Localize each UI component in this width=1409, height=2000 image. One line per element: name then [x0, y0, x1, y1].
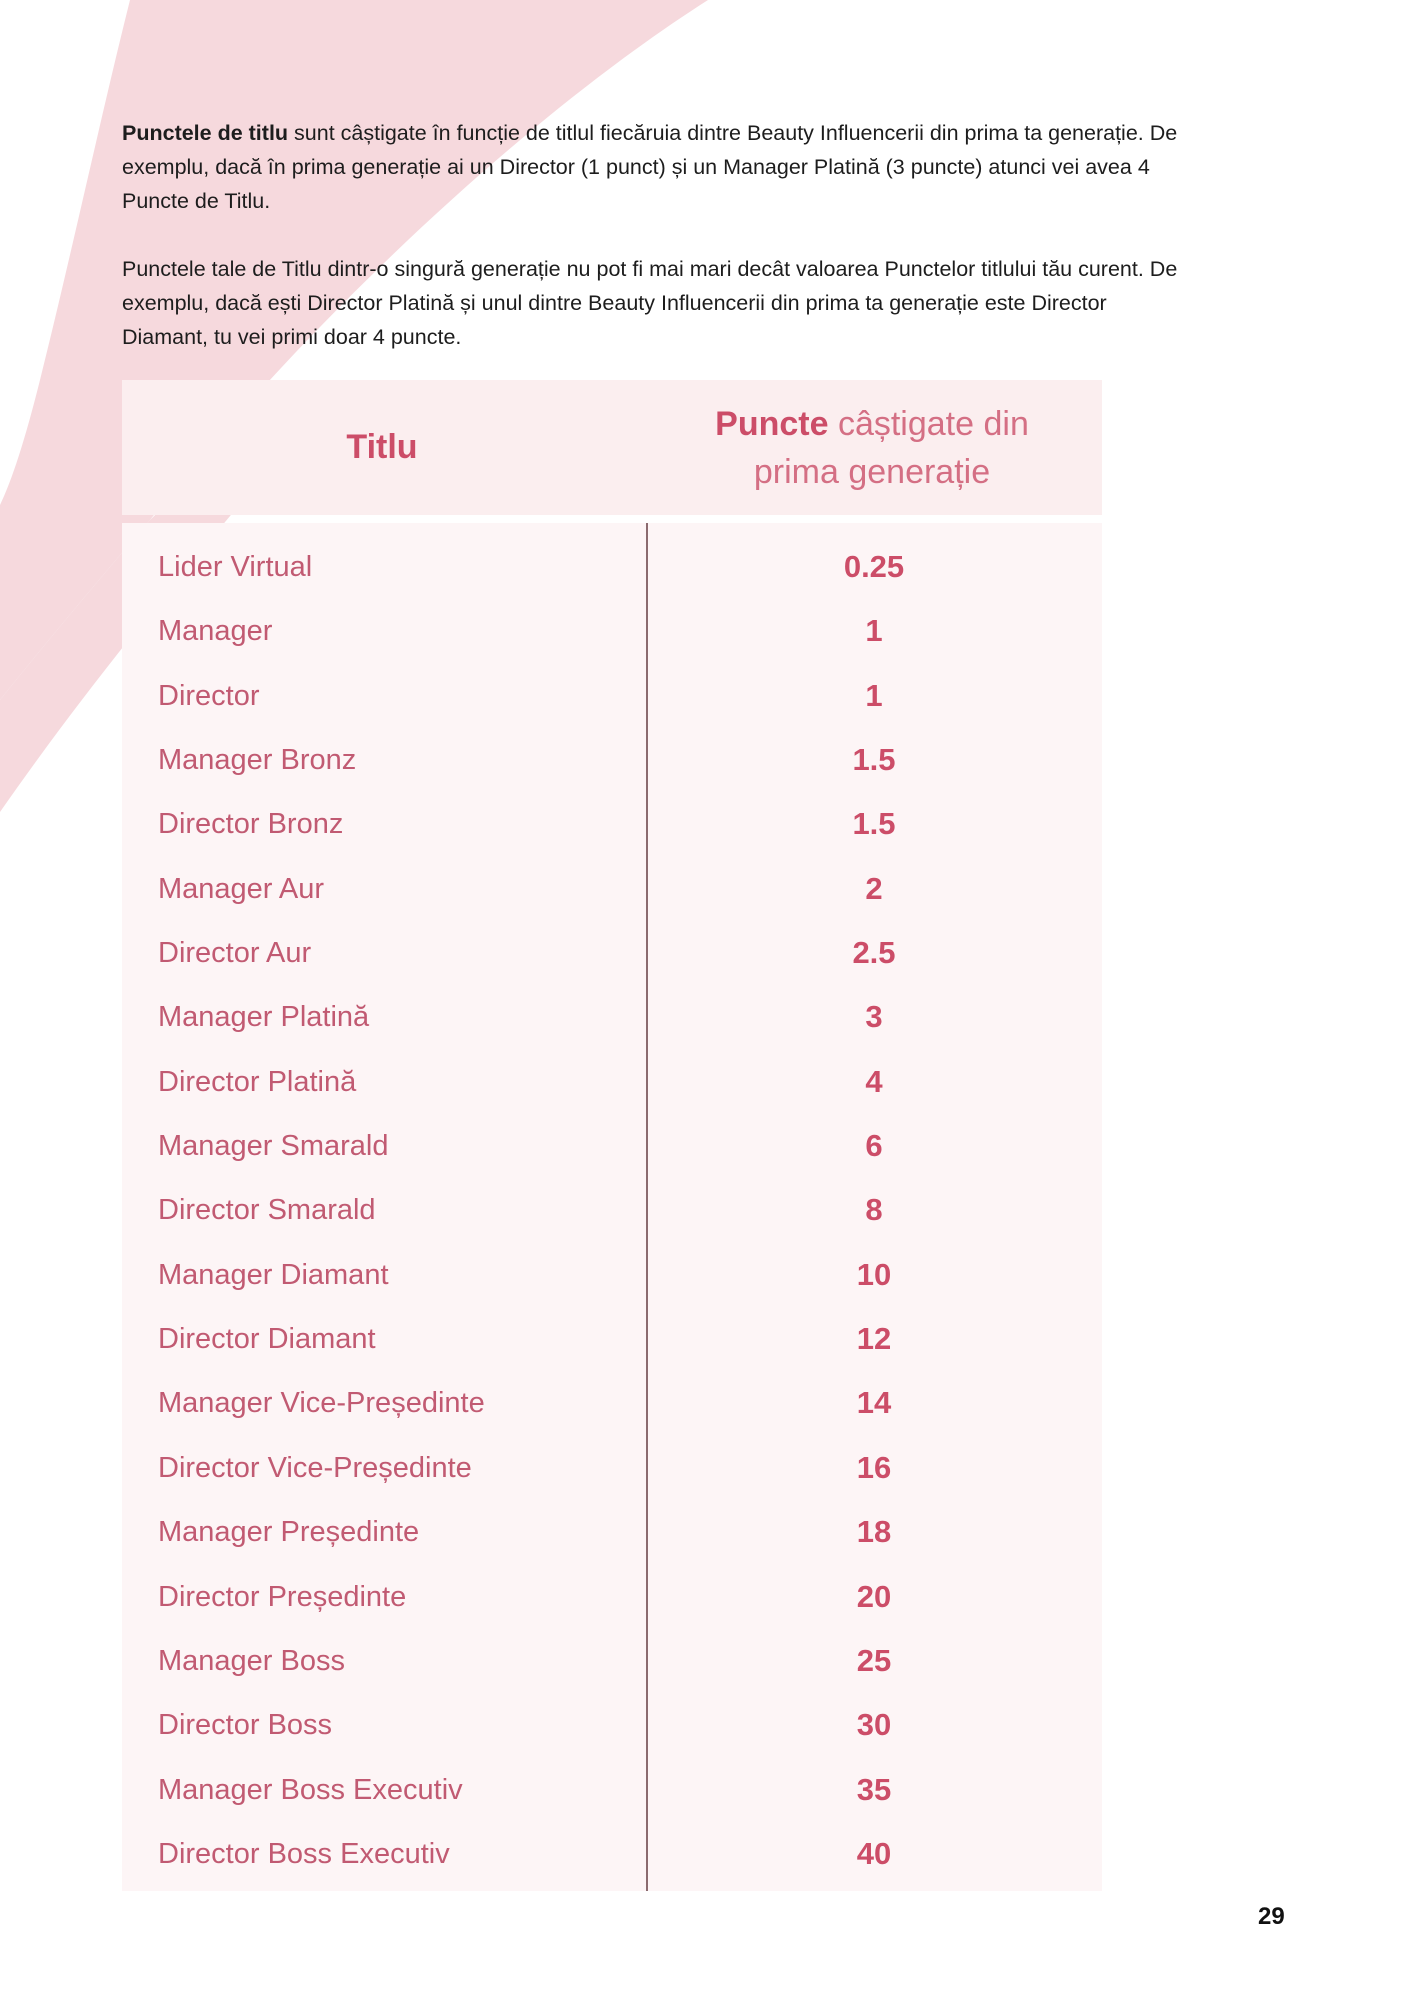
- row-points: 40: [856, 1835, 892, 1871]
- row-points: 1: [865, 613, 883, 649]
- table-row: [122, 1758, 1102, 1822]
- header-points-rest-1: câștigate din: [828, 404, 1029, 443]
- row-points: 35: [856, 1771, 892, 1807]
- row-points: 25: [856, 1642, 892, 1678]
- row-title: Manager Boss Executiv: [158, 1773, 463, 1806]
- header-points-bold: Puncte: [715, 404, 829, 443]
- row-title: Lider Virtual: [158, 551, 313, 583]
- table-row: [122, 1693, 1102, 1757]
- table-row: [122, 921, 1102, 985]
- table-row: [122, 1822, 1102, 1886]
- points-table: [122, 380, 1102, 1891]
- row-title: Manager Aur: [158, 872, 325, 905]
- row-title: Manager Diamant: [158, 1258, 389, 1291]
- row-title: Manager Bronz: [158, 744, 357, 777]
- row-points: 1.5: [852, 806, 896, 842]
- table-row: [122, 857, 1102, 921]
- row-points: 6: [865, 1128, 883, 1164]
- row-title: Director Vice-Președinte: [158, 1451, 472, 1484]
- row-title: Manager Smarald: [158, 1130, 389, 1163]
- row-points: 18: [856, 1514, 892, 1550]
- row-title: Director Smarald: [158, 1194, 376, 1227]
- row-title: Director Bronz: [158, 808, 344, 841]
- row-points: 4: [865, 1063, 883, 1099]
- row-points: 10: [856, 1256, 892, 1292]
- row-title: Director Boss: [158, 1709, 333, 1742]
- table-rows: [122, 535, 1102, 1886]
- header-points-line-1: [715, 400, 1029, 448]
- table-row: [122, 985, 1102, 1049]
- row-title: Manager Platină: [158, 1001, 370, 1034]
- row-points: 1: [865, 677, 883, 713]
- row-points: 1.5: [852, 742, 896, 778]
- row-title: Manager Boss: [158, 1644, 345, 1677]
- table-row: [122, 1050, 1102, 1114]
- row-points: 8: [865, 1192, 883, 1228]
- table-row: [122, 1307, 1102, 1371]
- row-points: 2: [865, 870, 883, 906]
- row-points: 16: [856, 1449, 892, 1485]
- table-row: [122, 728, 1102, 792]
- row-title: Director Boss Executiv: [158, 1837, 450, 1870]
- table-row: [122, 1371, 1102, 1435]
- table-row: [122, 664, 1102, 728]
- header-points-line-2: prima generație: [753, 452, 991, 491]
- intro-text: [122, 116, 1188, 388]
- table-row: [122, 1243, 1102, 1307]
- intro-bold-term: Punctele de titlu: [122, 121, 289, 145]
- row-points: 3: [865, 999, 883, 1035]
- table-header: [122, 380, 1102, 515]
- intro-paragraph-1-text: sunt câștigate în funcție de titlul fiecăruia dintre Beauty Influencerii din prima ta generație. De exemplu, dacă în prima generație ai un Director (1 punct) și un Manager Platină (3 puncte) atunci vei avea 4 Puncte de Titlu.: [122, 121, 1178, 213]
- row-title: Director Președinte: [158, 1580, 407, 1613]
- header-title: Titlu: [346, 428, 418, 466]
- row-title: Manager: [158, 615, 273, 648]
- row-title: Director Platină: [158, 1065, 357, 1098]
- table-row: [122, 792, 1102, 856]
- intro-paragraph-2: Punctele tale de Titlu dintr-o singură generație nu pot fi mai mari decât valoarea Punctelor titlului tău curent. De exemplu, dacă ești Director Platină și unul dintre Beauty Influencerii din prima ta generație este Director Diamant, tu vei primi doar 4 puncte.: [122, 257, 1178, 349]
- table-row: [122, 1565, 1102, 1629]
- row-points: 14: [856, 1385, 892, 1421]
- row-points: 12: [856, 1321, 892, 1357]
- row-title: Director: [158, 679, 260, 712]
- row-title: Director Diamant: [158, 1323, 376, 1356]
- header-points: [642, 380, 1102, 515]
- table-row: [122, 1500, 1102, 1564]
- table-row: [122, 1436, 1102, 1500]
- row-points: 2.5: [852, 935, 896, 971]
- table-row: [122, 1178, 1102, 1242]
- table-row: [122, 1114, 1102, 1178]
- table-row: [122, 535, 1102, 599]
- row-points: 20: [856, 1578, 892, 1614]
- row-points: 30: [856, 1707, 892, 1743]
- row-title: Manager Vice-Președinte: [158, 1387, 485, 1420]
- row-points: 0.25: [843, 549, 905, 584]
- intro-paragraph-1: [122, 116, 1188, 218]
- row-title: Director Aur: [158, 937, 312, 970]
- table-row: [122, 599, 1102, 663]
- table-row: [122, 1629, 1102, 1693]
- page-number: 29: [1258, 1903, 1285, 1930]
- row-title: Manager Președinte: [158, 1516, 420, 1549]
